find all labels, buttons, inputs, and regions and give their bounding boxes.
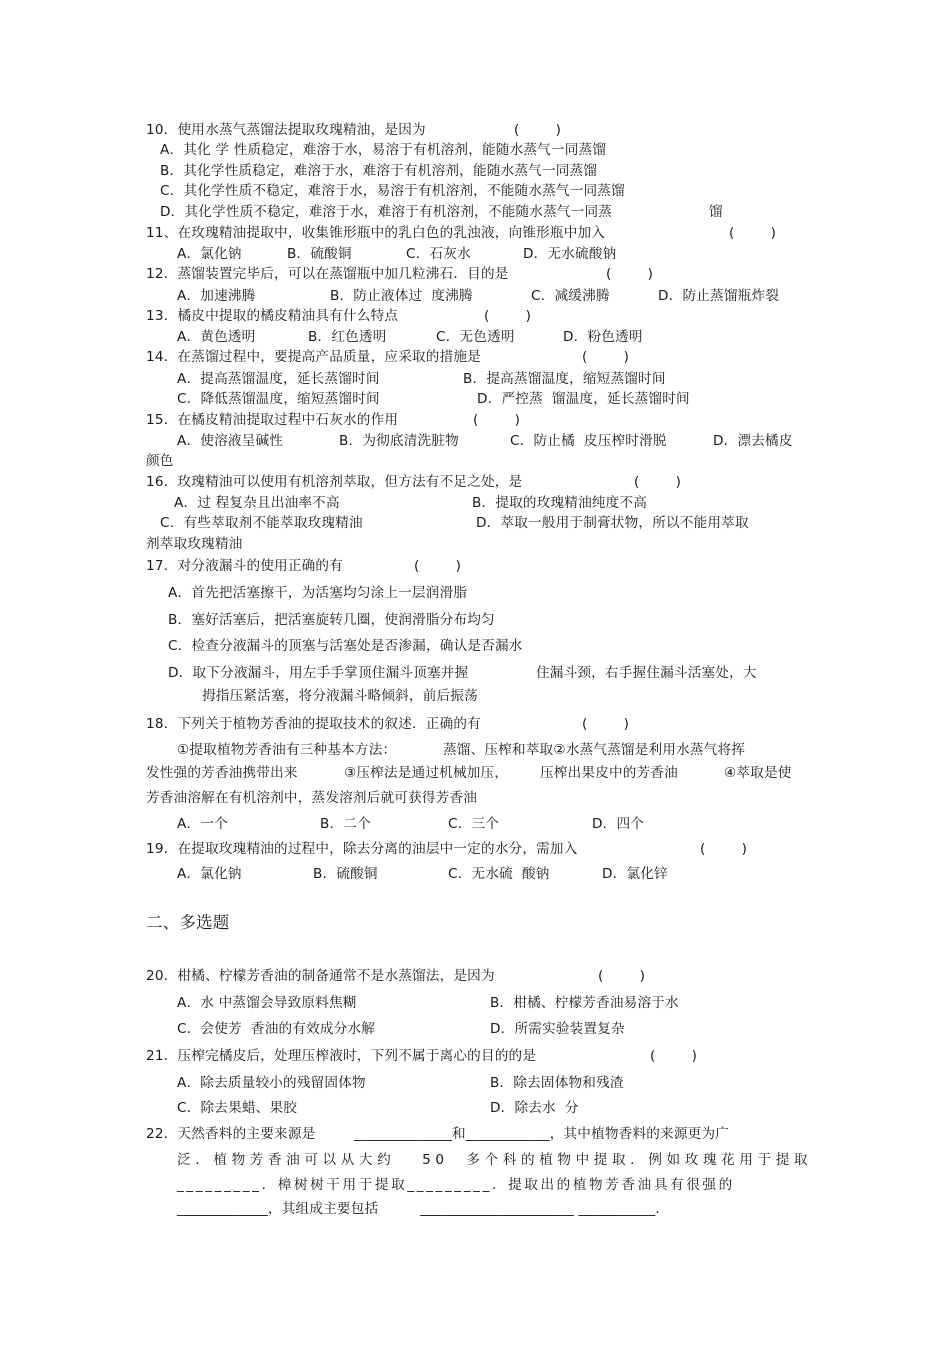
q16-stem: 16．玫瑰精油可以使用有机溶剂萃取，但方法有不足之处，是 — [146, 474, 523, 490]
q15-option-d: D．漂去橘皮 — [713, 433, 793, 449]
q10-answer-paren: ( ) — [514, 122, 562, 138]
q10-option-b: B．其化学性质稳定，难溶于水，难溶于有机溶剂，能随水蒸气一同蒸馏 — [160, 163, 598, 179]
section-heading-multiple-choice: 二、多选题 — [146, 913, 230, 932]
q17-option-c: C．检查分液漏斗的顶塞与活塞处是否渗漏，确认是否漏水 — [168, 638, 523, 654]
q12-option-c: C．减缓沸腾 — [531, 288, 610, 304]
q19-option-a: A．氯化钠 — [177, 866, 242, 882]
q18-statement-line1a: ①提取植物芳香油有三种基本方法： — [177, 742, 397, 758]
q16-option-d: D．萃取一般用于制膏状物，所以不能用萃取 — [476, 515, 749, 531]
q13-option-b: B．红色透明 — [308, 329, 387, 345]
q18-statement-line2d: ④萃取是使 — [724, 765, 792, 781]
q21-stem: 21．压榨完橘皮后，处理压榨液时，下列不属于离心的目的的是 — [146, 1048, 537, 1064]
q14-answer-paren: ( ) — [582, 349, 630, 365]
q22-line1a: 22．天然香料的主要来源是 — [146, 1126, 316, 1142]
q11-answer-paren: ( ) — [729, 225, 777, 241]
q17-option-d-mid: 住漏斗颈，右手握住漏斗活塞处，大 — [536, 665, 757, 681]
q13-answer-paren: ( ) — [484, 308, 532, 324]
q18-statement-line3: 芳香油溶解在有机溶剂中，蒸发溶剂后就可获得芳香油 — [146, 790, 478, 806]
q15-option-c: C．防止橘 皮压榨时滑脱 — [510, 433, 667, 449]
q14-option-c: C．降低蒸馏温度，缩短蒸馏时间 — [177, 391, 380, 407]
q20-answer-paren: ( ) — [598, 968, 646, 984]
q11-stem: 11、在玫瑰精油提取中，收集锥形瓶中的乳白色的乳浊液，向锥形瓶中加入 — [146, 225, 606, 241]
q14-option-b: B．提高蒸馏温度，缩短蒸馏时间 — [463, 371, 666, 387]
q15-option-a: A．使溶液呈碱性 — [177, 433, 284, 449]
q14-option-d: D．严控蒸 馏温度，延长蒸馏时间 — [477, 391, 690, 407]
q13-option-c: C．无色透明 — [436, 329, 515, 345]
q20-option-d: D．所需实验装置复杂 — [490, 1021, 625, 1037]
q19-option-c: C．无水硫 酸钠 — [448, 866, 550, 882]
q18-statement-line2c: 压榨出果皮中的芳香油 — [540, 765, 678, 781]
q11-option-b: B．硫酸铜 — [287, 246, 352, 262]
q19-option-b: B．硫酸铜 — [313, 866, 378, 882]
q19-answer-paren: ( ) — [700, 841, 748, 857]
q12-option-b: B．防止液体过 度沸腾 — [330, 288, 473, 304]
q17-stem: 17．对分液漏斗的使用正确的有 — [146, 558, 344, 574]
q10-option-d: D．其化学性质不稳定，难溶于水，难溶于有机溶剂，不能随水蒸气一同蒸 — [160, 204, 613, 220]
q22-line2: 泛．植物芳香油可以从大约 50 多个科的植物中提取．例如玫瑰花用于提取 — [177, 1152, 813, 1168]
q10-option-c: C．其化学性质不稳定，难溶于水，易溶于有机溶剂，不能随水蒸气一同蒸馏 — [160, 183, 625, 199]
q22-line4a: _____________，其组成主要包括 — [177, 1201, 379, 1217]
q15-stem: 15．在橘皮精油提取过程中石灰水的作用 — [146, 412, 399, 428]
q20-stem: 20．柑橘、柠檬芳香油的制备通常不是水蒸馏法，是因为 — [146, 968, 495, 984]
q10-option-a: A．其化 学 性质稳定，难溶于水，易溶于有机溶剂，能随水蒸气一同蒸馏 — [160, 142, 607, 158]
q17-option-d: D．取下分液漏斗，用左手手掌顶住漏斗顶塞并握 — [168, 665, 469, 681]
q16-option-b: B．提取的玫瑰精油纯度不高 — [472, 495, 648, 511]
q18-stem: 18．下列关于植物芳香油的提取技术的叙述．正确的有 — [146, 716, 481, 732]
q16-answer-paren: ( ) — [634, 474, 682, 490]
q21-option-a: A．除去质量较小的残留固体物 — [177, 1075, 366, 1091]
q22-line3: _________．樟树树干用于提取_________．提取出的植物芳香油具有很强的 — [177, 1177, 735, 1193]
q13-option-a: A．黄色透明 — [177, 329, 256, 345]
q18-option-d: D．四个 — [592, 816, 645, 832]
q21-option-d: D．除去水 分 — [490, 1100, 579, 1116]
q15-option-b: B．为彻底清洗脏物 — [339, 433, 459, 449]
q21-answer-paren: ( ) — [650, 1048, 698, 1064]
q12-answer-paren: ( ) — [606, 266, 654, 282]
q11-option-c: C．石灰水 — [406, 246, 471, 262]
q22-line1b: ______________和____________，其中植物香料的来源更为广 — [354, 1126, 730, 1142]
q11-option-d: D．无水硫酸钠 — [523, 246, 617, 262]
q16-option-c: C．有些萃取剂不能萃取玫瑰精油 — [160, 515, 363, 531]
q13-option-d: D．粉色透明 — [563, 329, 643, 345]
q17-option-b: B．塞好活塞后，把活塞旋转几圈，使润滑脂分布均匀 — [168, 612, 495, 628]
q14-stem: 14．在蒸馏过程中，要提高产品质量，应采取的措施是 — [146, 349, 481, 365]
q17-answer-paren: ( ) — [414, 558, 462, 574]
q18-statement-line2a: 发性强的芳香油携带出来 — [146, 765, 298, 781]
q18-option-c: C．三个 — [448, 816, 500, 832]
q15-option-d-tail: 颜色 — [146, 453, 174, 469]
q17-option-a: A．首先把活塞擦干，为活塞均匀涂上一层润滑脂 — [168, 585, 468, 601]
q12-stem: 12．蒸馏装置完毕后，可以在蒸馏瓶中加几粒沸石．目的是 — [146, 266, 509, 282]
q16-option-a: A．过 程复杂且出油率不高 — [174, 495, 340, 511]
q18-answer-paren: ( ) — [582, 716, 630, 732]
q14-option-a: A．提高蒸馏温度，延长蒸馏时间 — [177, 371, 380, 387]
q16-option-d-tail: 剂萃取玫瑰精油 — [146, 536, 243, 552]
q10-stem: 10．使用水蒸气蒸馏法提取玫瑰精油，是因为 — [146, 122, 426, 138]
q13-stem: 13．橘皮中提取的橘皮精油具有什么特点 — [146, 308, 399, 324]
q18-statement-line2b: ③压榨法是通过机械加压， — [344, 765, 509, 781]
q12-option-a: A．加速沸腾 — [177, 288, 256, 304]
q21-option-c: C．除去果蜡、果胶 — [177, 1100, 298, 1116]
q18-option-a: A．一个 — [177, 816, 228, 832]
q20-option-a: A．水 中蒸馏会导致原料焦糊 — [177, 995, 357, 1011]
q19-option-d: D．氯化锌 — [602, 866, 668, 882]
q20-option-b: B．柑橘、柠檬芳香油易溶于水 — [490, 995, 679, 1011]
q12-option-d: D．防止蒸馏瓶炸裂 — [658, 288, 780, 304]
q20-option-c: C．会使芳 香油的有效成分水解 — [177, 1021, 376, 1037]
q10-option-d-tail: 馏 — [709, 204, 723, 220]
q18-statement-line1b: 蒸馏、压榨和萃取②水蒸气蒸馏是利用水蒸气将挥 — [443, 742, 746, 758]
q18-option-b: B．二个 — [320, 816, 371, 832]
q22-line4b: ______________________ ___________. — [420, 1201, 660, 1217]
q19-stem: 19．在提取玫瑰精油的过程中，除去分离的油层中一定的水分，需加入 — [146, 841, 578, 857]
q15-answer-paren: ( ) — [473, 412, 521, 428]
q11-option-a: A．氯化钠 — [177, 246, 242, 262]
q21-option-b: B．除去固体物和残渣 — [490, 1075, 624, 1091]
q17-option-d-tail: 拇指压紧活塞，将分液漏斗略倾斜，前后振荡 — [202, 688, 478, 704]
